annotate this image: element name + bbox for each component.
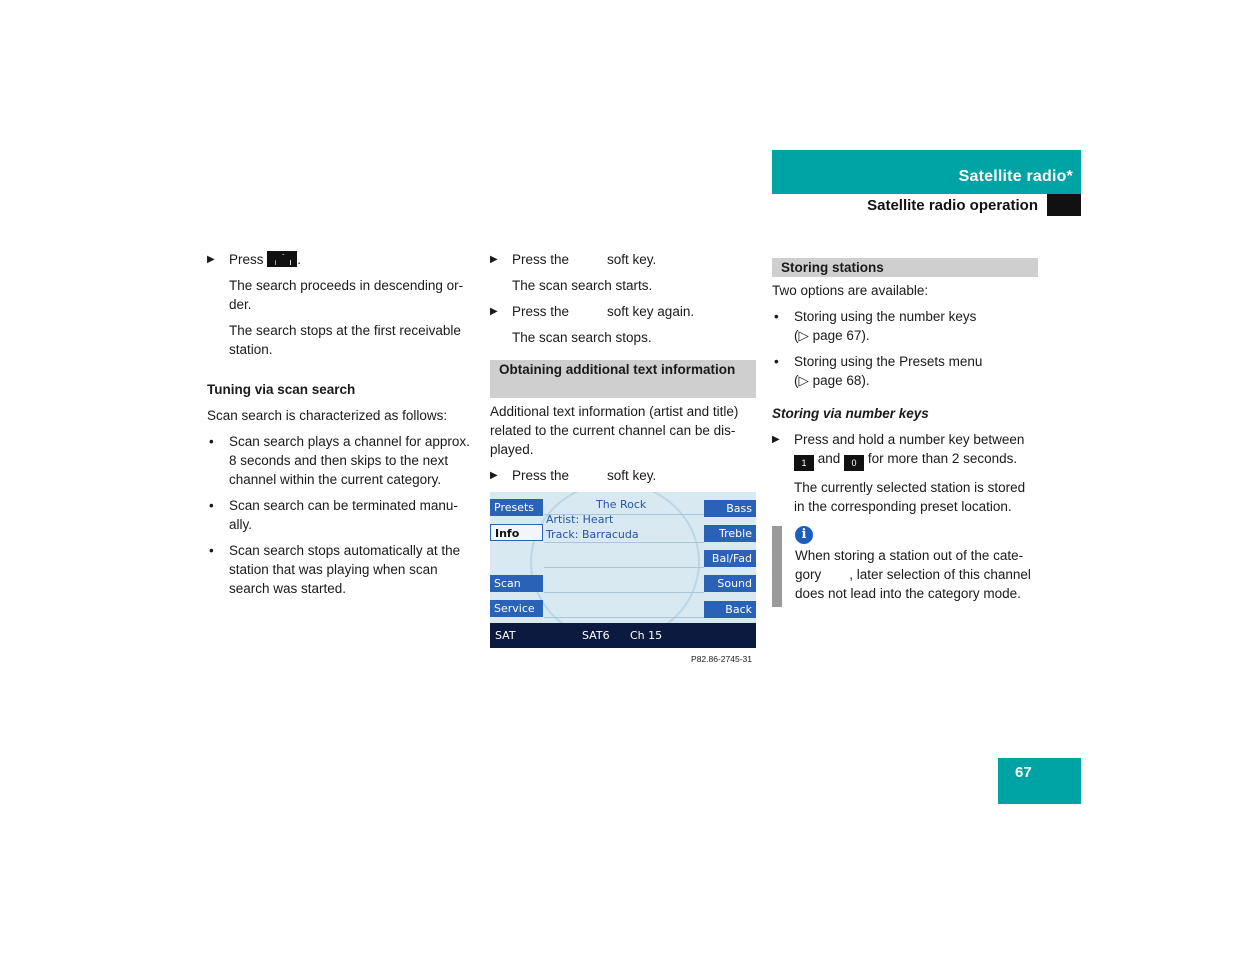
page-number: 67 xyxy=(998,758,1081,804)
list-item xyxy=(772,352,1038,390)
list-item xyxy=(772,307,1038,345)
status-band: SAT xyxy=(495,629,516,642)
info-text: , later selection of this channel does not lead into the category mode. xyxy=(795,567,1031,601)
step-text: Press the xyxy=(512,468,570,483)
list-item xyxy=(207,496,472,534)
step-text: soft key. xyxy=(607,468,657,483)
step-text: Press the xyxy=(512,304,570,319)
bullet-icon: • xyxy=(774,354,779,369)
heading-number-keys: Storing via number keys xyxy=(772,406,929,421)
heading-additional-text: Obtaining additional text information xyxy=(490,360,756,398)
page-reference-link[interactable]: (▷ page 68). xyxy=(794,373,870,388)
instruction-step xyxy=(490,302,756,321)
figure-id: P82.86-2745-31 xyxy=(691,654,752,664)
list-item xyxy=(207,541,472,598)
step-text: and xyxy=(817,451,841,466)
info-bar xyxy=(772,526,782,607)
info-note xyxy=(772,526,1038,603)
section-header-band xyxy=(772,150,1081,194)
section-title: Satellite radio* xyxy=(958,168,1073,185)
artist-info: Artist: Heart xyxy=(546,513,614,526)
softkey-treble[interactable]: Treble xyxy=(704,525,756,542)
radio-display-screen xyxy=(490,492,756,648)
list-item-text: Storing using the Presets menu xyxy=(794,354,983,369)
step-arrow-icon: ▶ xyxy=(490,254,498,265)
softkey-sound[interactable]: Sound xyxy=(704,575,756,592)
step-result: The search stops at the first receivable station. xyxy=(229,323,461,357)
step-text: Press xyxy=(229,252,264,267)
info-icon: i xyxy=(795,526,813,544)
bullet-icon: • xyxy=(209,543,214,558)
page-reference-link[interactable]: (▷ page 67). xyxy=(794,328,870,343)
step-result: The currently selected station is stored in the corresponding preset location. xyxy=(794,480,1026,514)
step-text: for more than 2 seconds. xyxy=(867,451,1018,466)
display-divider xyxy=(544,617,704,618)
step-text: Press and hold a number key between xyxy=(794,432,1025,447)
paragraph: Scan search is characterized as follows: xyxy=(207,408,448,423)
list-item-text: Storing using the number keys xyxy=(794,309,977,324)
status-channel: Ch 15 xyxy=(630,629,663,642)
softkey-service[interactable]: Service xyxy=(490,600,543,617)
step-arrow-icon: ▶ xyxy=(490,470,498,481)
subsection-title: Satellite radio operation xyxy=(867,197,1038,214)
step-arrow-icon: ▶ xyxy=(772,434,780,445)
paragraph: Additional text information (artist and title) related to the current channel can be dis-played. xyxy=(490,404,739,457)
softkey-scan[interactable]: Scan xyxy=(490,575,543,592)
instruction-step xyxy=(490,250,756,269)
display-divider xyxy=(544,592,704,593)
bullet-icon: • xyxy=(774,309,779,324)
step-result: The search proceeds in descending or-der. xyxy=(229,278,464,312)
list-item-text: Scan search can be terminated manu-ally. xyxy=(229,498,458,532)
bullet-icon: • xyxy=(209,498,214,513)
info-text: When storing a station out of the cate-gory xyxy=(795,548,1024,582)
instruction-step xyxy=(207,250,472,269)
softkey-back[interactable]: Back xyxy=(704,601,756,618)
column-left xyxy=(207,250,472,605)
softkey-presets[interactable]: Presets xyxy=(490,499,543,516)
list-item-text: Scan search plays a channel for approx. 8 seconds and then skips to the next channel within the current category. xyxy=(229,434,470,487)
station-name: The Rock xyxy=(596,498,647,511)
heading-storing-stations: Storing stations xyxy=(772,258,1038,277)
paragraph: Two options are available: xyxy=(772,283,929,298)
display-divider xyxy=(544,567,704,568)
column-middle xyxy=(490,250,756,669)
instruction-step xyxy=(772,430,1038,471)
step-result: The scan search starts. xyxy=(512,278,653,293)
softkey-info[interactable]: Info xyxy=(490,524,543,541)
step-text: soft key. xyxy=(607,252,657,267)
list-item xyxy=(207,432,472,489)
instruction-step xyxy=(490,466,756,485)
step-result: The scan search stops. xyxy=(512,330,652,345)
step-arrow-icon: ▶ xyxy=(490,306,498,317)
number-key-0-icon: 0 xyxy=(844,455,864,471)
header-marker-block xyxy=(1047,194,1081,216)
display-status-bar xyxy=(490,623,756,648)
number-key-1-icon: 1 xyxy=(794,455,814,471)
softkey-bal-fad[interactable]: Bal/Fad xyxy=(704,550,756,567)
list-item-text: Scan search stops automatically at the station that was playing when scan search was started. xyxy=(229,543,461,596)
bullet-icon: • xyxy=(209,434,214,449)
step-text: Press the xyxy=(512,252,570,267)
softkey-bass[interactable]: Bass xyxy=(704,500,756,517)
step-arrow-icon: ▶ xyxy=(207,254,215,265)
seek-up-key-icon xyxy=(267,251,297,267)
column-right xyxy=(772,250,1038,603)
heading-scan-search: Tuning via scan search xyxy=(207,382,356,397)
display-divider xyxy=(544,542,704,543)
step-text: soft key again. xyxy=(607,304,695,319)
status-preset: SAT6 xyxy=(582,629,610,642)
track-info: Track: Barracuda xyxy=(546,528,639,541)
step-suffix: . xyxy=(297,252,302,267)
